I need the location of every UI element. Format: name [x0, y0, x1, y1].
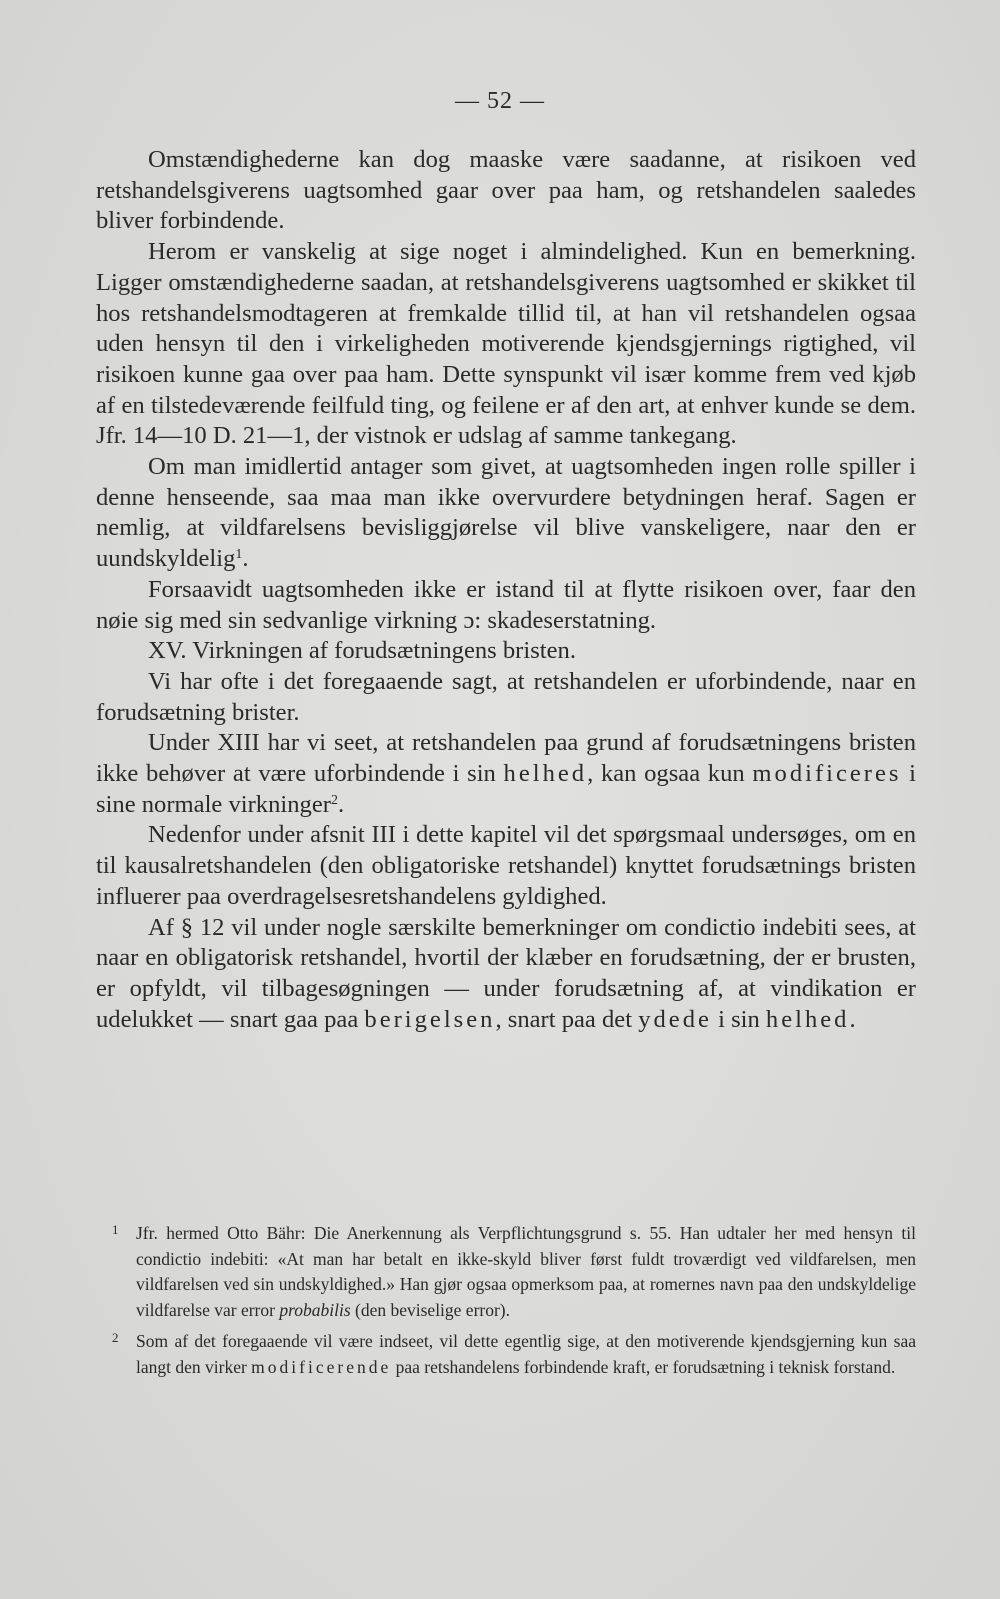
- paragraph-text: Vi har ofte i det foregaaende sagt, at retshandelen er uforbindende, naar en forudsætning brister.: [96, 667, 916, 726]
- paragraph: [96, 452, 916, 575]
- paragraph-text: .: [242, 545, 249, 573]
- footnote-text: paa retshandelens forbindende kraft, er forudsætning i teknisk forstand.: [391, 1356, 896, 1377]
- footnote: [96, 1221, 916, 1323]
- footnote-text: Jfr. hermed Otto Bähr: Die Anerkennung als Verpflichtungsgrund s. 55. Han udtaler her med hensyn til condictio indebiti: «At man har betalt en ikke-skyld bliver først fuldt troværdigt ved vildfarelsen, men vildfarelsen ved sin undskyldighed.» Han gjør ogsaa opmerksom paa, at romernes navn paa den undskyldelige vildfarelse var error: [136, 1223, 916, 1320]
- footnote-ref: 1: [235, 547, 243, 563]
- emphasis-text: berigelsen: [364, 1005, 496, 1033]
- paragraph-text: i sine normale virkninger: [96, 760, 916, 818]
- paragraph: [96, 728, 916, 820]
- body-text: [96, 145, 916, 1035]
- paragraph: [96, 237, 916, 452]
- footnote-text: (den beviselige error).: [350, 1299, 511, 1320]
- emphasis-text: ydede: [638, 1005, 712, 1033]
- paragraph: [96, 913, 916, 1036]
- footnote-emphasis-text: modificerende: [251, 1356, 392, 1377]
- emphasis-text: helhed: [503, 760, 588, 788]
- footnotes: [96, 1221, 916, 1386]
- footnote-mark: 1: [112, 1222, 119, 1237]
- paragraph: [96, 820, 916, 912]
- paragraph-text: Forsaavidt uagtsomheden ikke er istand til at flytte risikoen over, faar den nøie sig med sin sedvanlige virkning ɔ: skadeserstatning.: [96, 575, 916, 634]
- footnote-italic-text: probabilis: [279, 1299, 351, 1320]
- paragraph-text: Herom er vanskelig at sige noget i almindelighed. Kun en bemerkning. Ligger omstændighederne saadan, at retshandelsgiverens uagtsomhed er skikket til hos retshandelsmodtageren at fremkalde tillid til, at han vil retshandelen ogsaa uden hensyn til den i virkeligheden motiverende kjendsgjernings rigtighed, vil risikoen kunne gaa over paa ham. Dette synspunkt vil især komme frem ved kjøb af en tilstedeværende feilfuld ting, og feilene er af den art, at enhver kunde se dem. Jfr. 14—10 D. 21—1, der vistnok er udslag af samme tankegang.: [96, 238, 916, 450]
- paragraph: [96, 145, 916, 237]
- paragraph: [96, 575, 916, 636]
- footnote: [96, 1329, 916, 1380]
- paragraph-text: , snart paa det: [495, 1005, 639, 1033]
- section-heading-text: XV. Virkningen af forudsætningens bristen.: [148, 637, 576, 665]
- paragraph-text: Nedenfor under afsnit III i dette kapitel vil det spørgsmaal undersøges, om en til kausalretshandelen (den obligatoriske retshandel) knyttet forudsætnings bristen influerer paa overdragelsesretshandelens gyldighed.: [96, 821, 916, 910]
- paragraph: [96, 667, 916, 728]
- paragraph-text: Om man imidlertid antager som givet, at uagtsomheden ingen rolle spiller i denne henseende, saa maa man ikke overvurdere betydningen heraf. Sagen er nemlig, at vildfarelsens bevisliggjørelse vil blive vanskeligere, naar den er uundskyldelig: [96, 453, 916, 573]
- paragraph-text: Af § 12 vil under nogle særskilte bemerkninger om condictio indebiti sees, at naar en obligatorisk retshandel, hvortil der klæber en forudsætning, der er brusten, er opfyldt, vil tilbagesøgningen — under forudsætning af, at vindikation er udelukket — snart gaa paa: [96, 913, 916, 1033]
- paragraph-text: .: [849, 1005, 856, 1033]
- footnote-text: Som af det foregaaende vil være indseet, vil dette egentlig sige, at den motiverende kjendsgjerning kun saa langt den virker: [136, 1331, 916, 1377]
- page-number: — 52 —: [455, 88, 545, 114]
- paragraph-text: , kan ogsaa kun: [587, 760, 753, 788]
- paragraph-text: i sin: [711, 1005, 766, 1033]
- emphasis-text: modificeres: [752, 760, 902, 788]
- paragraph-text: Under XIII har vi seet, at retshandelen paa grund af forudsætningens bristen ikke behøver at være uforbindende i sin: [96, 729, 916, 788]
- paragraph-text: .: [337, 790, 345, 818]
- paragraph-text: Omstændighederne kan dog maaske være saadanne, at risikoen ved retshandelsgiverens uagtsomhed gaar over paa ham, og retshandelen saaledes bliver forbindende.: [96, 146, 916, 235]
- footnote-ref: 2: [330, 792, 338, 808]
- emphasis-text: helhed: [765, 1005, 850, 1033]
- footnote-mark: 2: [112, 1330, 119, 1345]
- section-heading: [96, 636, 916, 667]
